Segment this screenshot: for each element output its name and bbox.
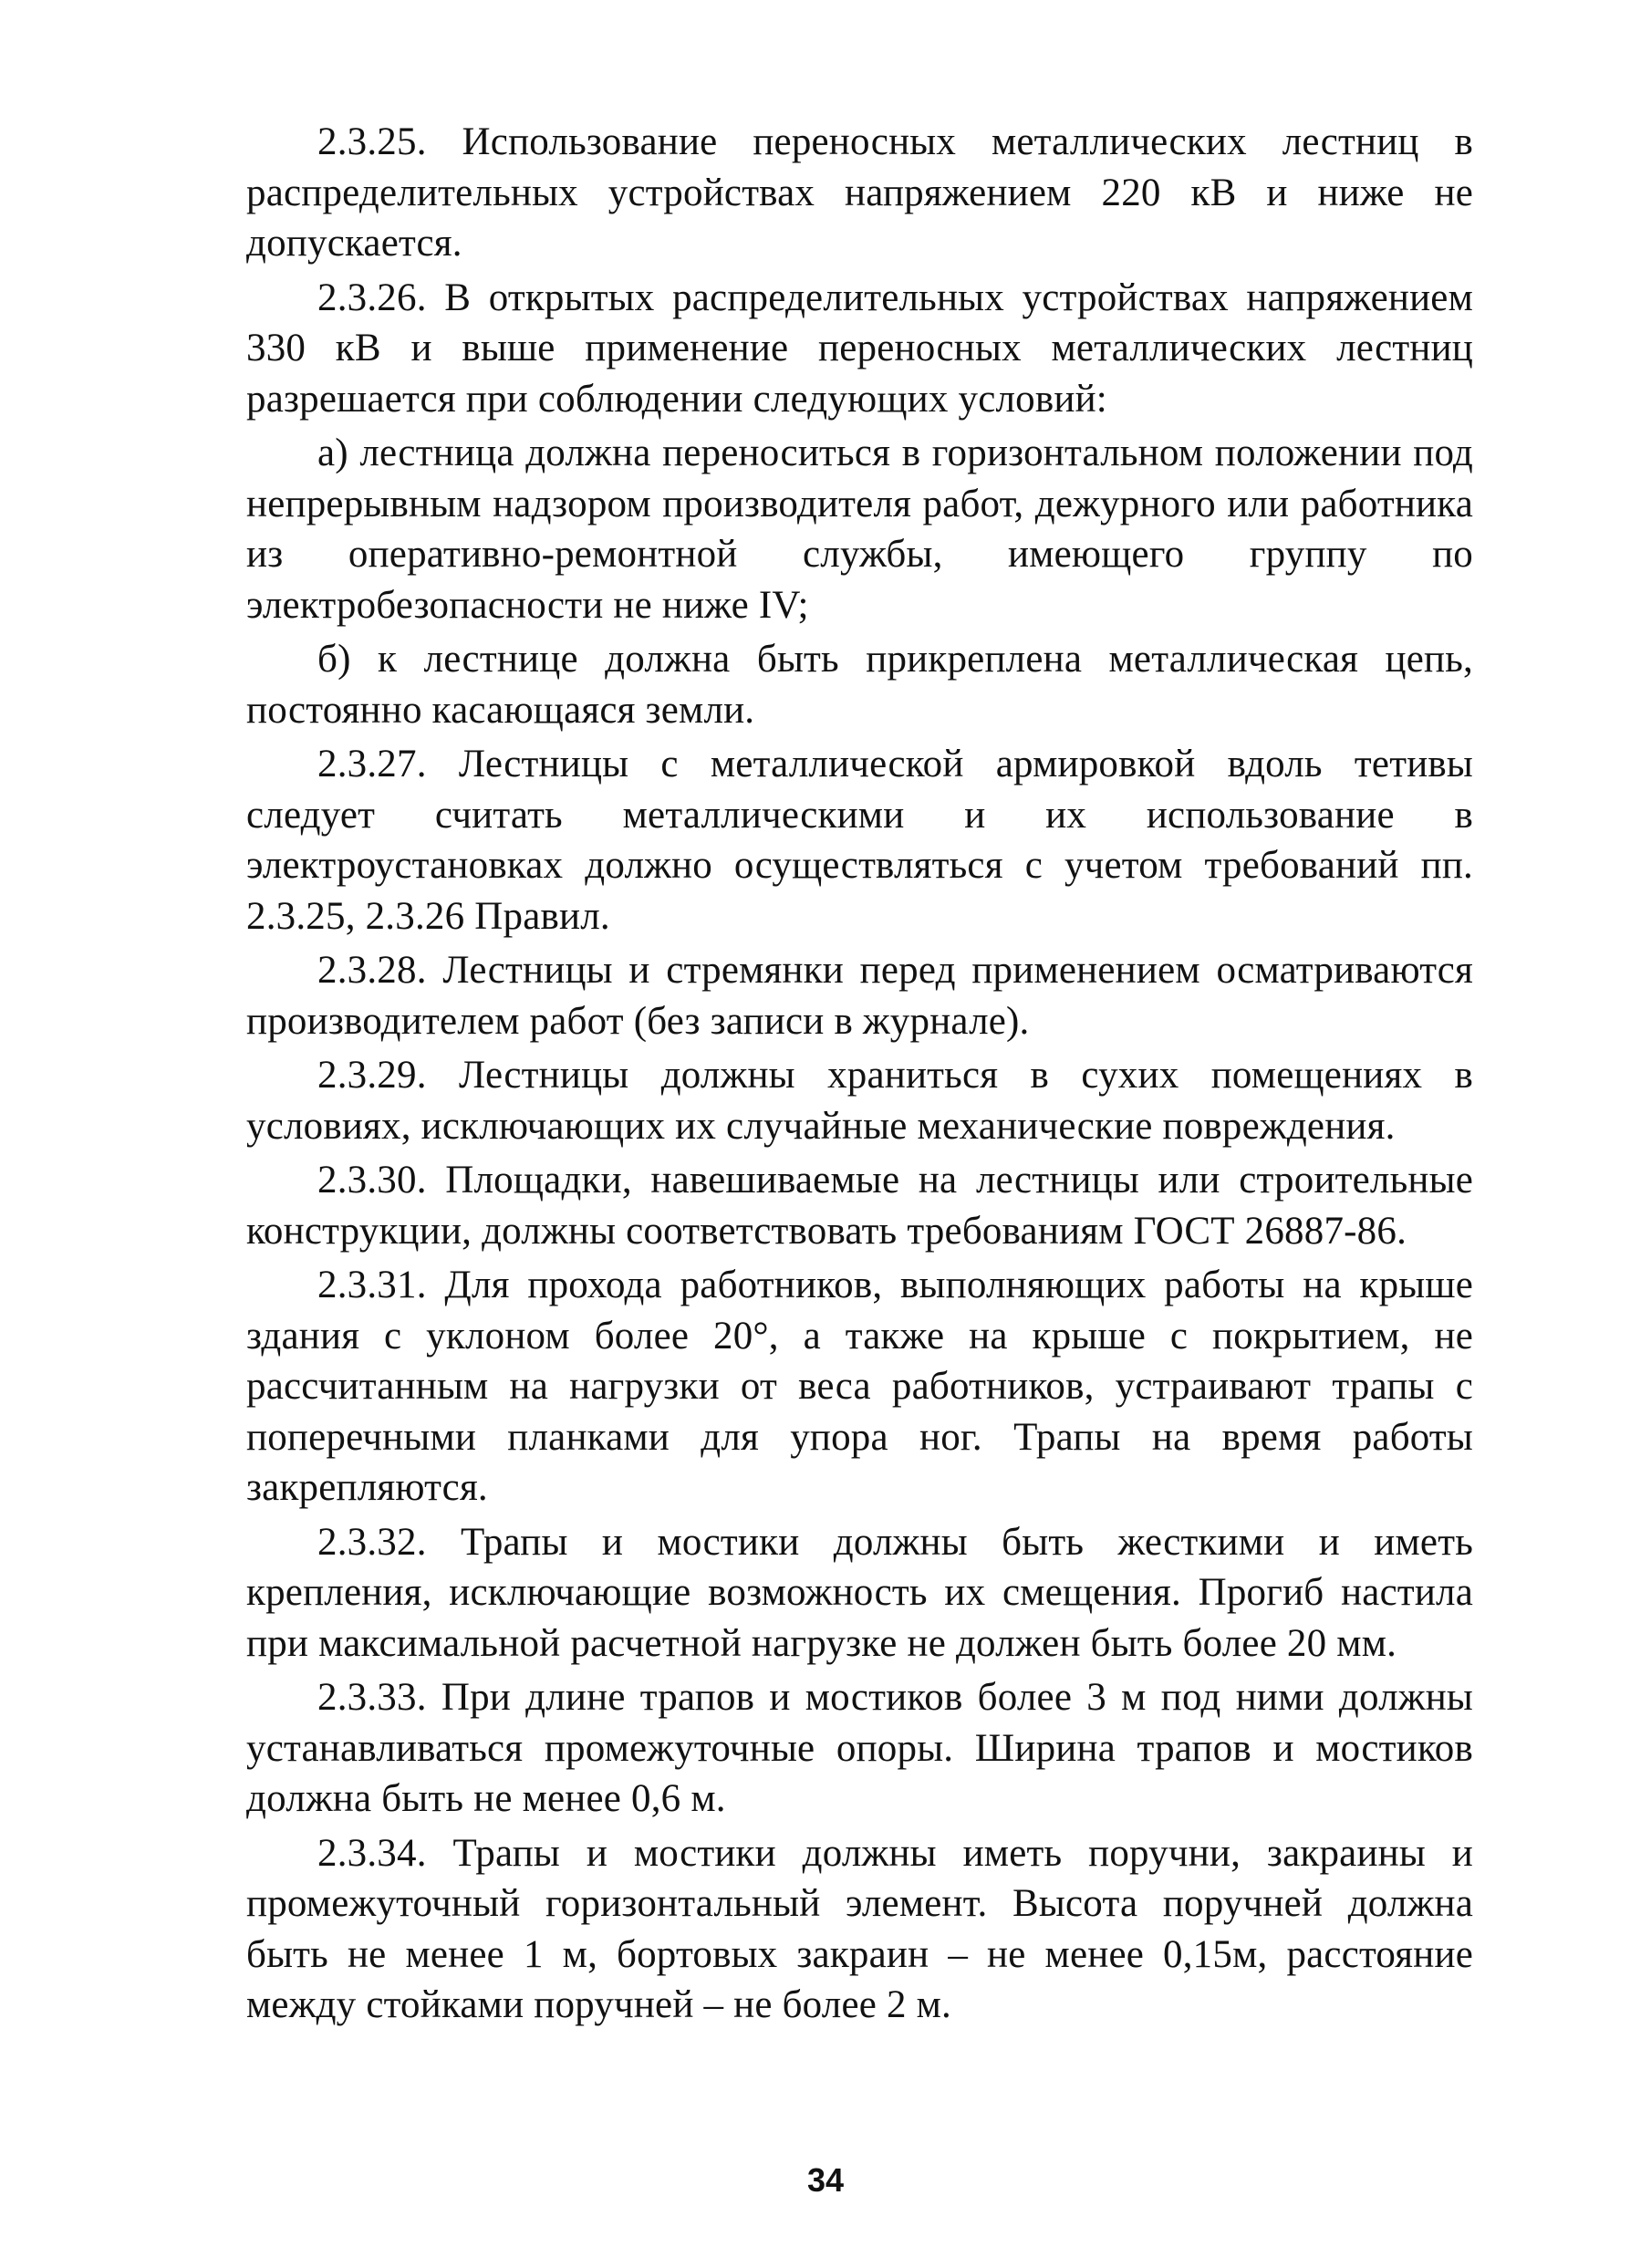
paragraph-2-3-26-b: б) к лестнице должна быть прикреплена металлическая цепь, постоянно касающаяся земли. xyxy=(246,638,1473,732)
paragraph-2-3-26-a: а) лестница должна переноситься в горизонтальном положении под непрерывным надзором производителя работ, дежурного или работника из оперативно-ремонтной службы, имеющего группу по электробезопасности не ниже IV; xyxy=(246,432,1473,627)
page-number: 34 xyxy=(806,2161,845,2199)
body-text xyxy=(246,117,1473,2034)
paragraph-2-3-26: 2.3.26. В открытых распределительных устройствах напряжением 330 кВ и выше применение переносных металлических лестниц разрешается при соблюдении следующих условий: xyxy=(246,276,1473,421)
paragraph-2-3-30: 2.3.30. Площадки, навешиваемые на лестницы или строительные конструкции, должны соответствовать требованиям ГОСТ 26887-86. xyxy=(246,1159,1473,1253)
paragraph-2-3-29: 2.3.29. Лестницы должны храниться в сухих помещениях в условиях, исключающих их случайные механические повреждения. xyxy=(246,1054,1473,1148)
paragraph-2-3-32: 2.3.32. Трапы и мостики должны быть жесткими и иметь крепления, исключающие возможность их смещения. Прогиб настила при максимальной расчетной нагрузке не должен быть более 20 мм. xyxy=(246,1520,1473,1665)
paragraph-2-3-28: 2.3.28. Лестницы и стремянки перед применением осматриваются производителем работ (без записи в журнале). xyxy=(246,949,1473,1043)
paragraph-2-3-27: 2.3.27. Лестницы с металлической армировкой вдоль тетивы следует считать металлическими и их использование в электроустановках должно осуществляться с учетом требований пп. 2.3.25, 2.3.26 Правил. xyxy=(246,743,1473,938)
paragraph-2-3-33: 2.3.33. При длине трапов и мостиков более 3 м под ними должны устанавливаться промежуточные опоры. Ширина трапов и мостиков должна быть не менее 0,6 м. xyxy=(246,1676,1473,1820)
paragraph-2-3-34: 2.3.34. Трапы и мостики должны иметь поручни, закраины и промежуточный горизонтальный элемент. Высота поручней должна быть не менее 1 м, бортовых закраин – не менее 0,15м, расстояние между стойками поручней – не более 2 м. xyxy=(246,1831,1473,2026)
paragraph-2-3-31: 2.3.31. Для прохода работников, выполняющих работы на крыше здания с уклоном более 20°, а также на крыше с покрытием, не рассчитанным на нагрузки от веса работников, устраивают трапы с поперечными планками для упора ног. Трапы на время работы закрепляются. xyxy=(246,1264,1473,1509)
paragraph-2-3-25: 2.3.25. Использование переносных металлических лестниц в распределительных устройствах напряжением 220 кВ и ниже не допускается. xyxy=(246,120,1473,265)
